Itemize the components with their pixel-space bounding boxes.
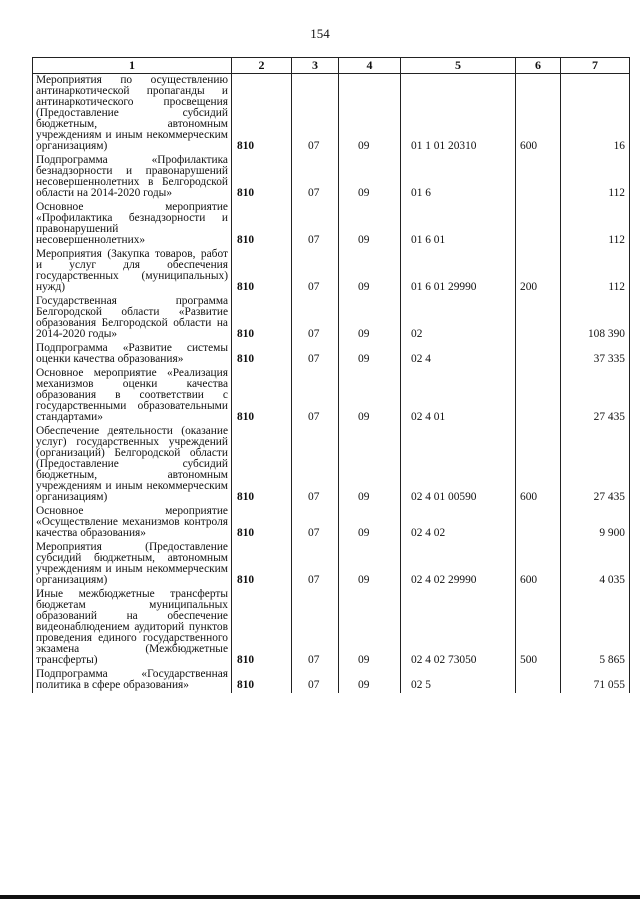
row-section-code: 07 [292, 74, 339, 155]
row-target-article: 02 4 01 [401, 367, 516, 425]
header-row [33, 58, 630, 74]
row-ministry-code: 810 [232, 295, 292, 342]
row-amount: 112 [561, 201, 630, 248]
row-subsection-code: 09 [339, 588, 401, 668]
header-col-1: 1 [33, 58, 232, 74]
header-col-4: 4 [339, 58, 401, 74]
row-ministry-code: 810 [232, 154, 292, 201]
row-ministry-code: 810 [232, 668, 292, 693]
row-section-code: 07 [292, 425, 339, 505]
row-target-article: 01 6 01 [401, 201, 516, 248]
table-row [33, 668, 630, 693]
row-target-article: 01 6 01 29990 [401, 248, 516, 295]
row-section-code: 07 [292, 295, 339, 342]
row-amount: 37 335 [561, 342, 630, 367]
row-name: Основное мероприятие «Осуществление механизмов контроля качества образования» [33, 505, 232, 541]
row-name: Подпрограмма «Развитие системы оценки качества образования» [33, 342, 232, 367]
table-row [33, 74, 630, 155]
row-amount: 5 865 [561, 588, 630, 668]
row-subsection-code: 09 [339, 425, 401, 505]
row-expense-type [516, 505, 561, 541]
table-row [33, 154, 630, 201]
row-name: Иные межбюджетные трансферты бюджетам муниципальных образований на обеспечение видеонаблюдением аудиторий пунктов проведения единого государственного экзамена (Межбюджетные трансферты) [33, 588, 232, 668]
row-amount: 4 035 [561, 541, 630, 588]
row-expense-type [516, 342, 561, 367]
row-expense-type: 500 [516, 588, 561, 668]
row-name: Обеспечение деятельности (оказание услуг) государственных учреждений (организаций) Белгородской области (Предоставление субсидий бюджетным, автономным учреждениям и иным некоммерческим организациям) [33, 425, 232, 505]
row-target-article: 02 [401, 295, 516, 342]
row-section-code: 07 [292, 588, 339, 668]
row-target-article: 02 4 [401, 342, 516, 367]
row-name: Мероприятия (Закупка товаров, работ и услуг для обеспечения государственных (муниципальных) нужд) [33, 248, 232, 295]
row-subsection-code: 09 [339, 505, 401, 541]
row-subsection-code: 09 [339, 201, 401, 248]
header-col-6: 6 [516, 58, 561, 74]
row-section-code: 07 [292, 367, 339, 425]
row-name: Государственная программа Белгородской области «Развитие образования Белгородской области на 2014-2020 годы» [33, 295, 232, 342]
row-subsection-code: 09 [339, 342, 401, 367]
scan-edge-line [0, 895, 640, 899]
row-amount: 112 [561, 248, 630, 295]
row-section-code: 07 [292, 201, 339, 248]
row-section-code: 07 [292, 668, 339, 693]
row-expense-type [516, 367, 561, 425]
row-target-article: 02 4 02 [401, 505, 516, 541]
row-ministry-code: 810 [232, 248, 292, 295]
row-subsection-code: 09 [339, 367, 401, 425]
row-subsection-code: 09 [339, 668, 401, 693]
row-amount: 27 435 [561, 425, 630, 505]
row-ministry-code: 810 [232, 74, 292, 155]
row-section-code: 07 [292, 505, 339, 541]
row-target-article: 02 4 02 73050 [401, 588, 516, 668]
table-row [33, 342, 630, 367]
row-expense-type: 200 [516, 248, 561, 295]
row-target-article: 01 1 01 20310 [401, 74, 516, 155]
header-col-5: 5 [401, 58, 516, 74]
table-row [33, 201, 630, 248]
row-ministry-code: 810 [232, 588, 292, 668]
table-row [33, 541, 630, 588]
row-section-code: 07 [292, 248, 339, 295]
row-name: Основное мероприятие «Реализация механизмов оценки качества образования в соответствии с государственными образовательными стандартами» [33, 367, 232, 425]
row-expense-type: 600 [516, 74, 561, 155]
row-subsection-code: 09 [339, 74, 401, 155]
row-section-code: 07 [292, 154, 339, 201]
row-section-code: 07 [292, 541, 339, 588]
row-ministry-code: 810 [232, 367, 292, 425]
row-ministry-code: 810 [232, 541, 292, 588]
row-ministry-code: 810 [232, 425, 292, 505]
row-amount: 71 055 [561, 668, 630, 693]
row-expense-type [516, 295, 561, 342]
row-ministry-code: 810 [232, 505, 292, 541]
row-expense-type [516, 154, 561, 201]
row-name: Подпрограмма «Государственная политика в сфере образования» [33, 668, 232, 693]
row-ministry-code: 810 [232, 201, 292, 248]
table-row [33, 295, 630, 342]
row-subsection-code: 09 [339, 248, 401, 295]
row-name: Мероприятия по осуществлению антинаркотической пропаганды и антинаркотического просвещения (Предоставление субсидий бюджетным, автономным учреждениям и иным некоммерческим организациям) [33, 74, 232, 155]
row-expense-type [516, 201, 561, 248]
row-target-article: 02 5 [401, 668, 516, 693]
row-name: Подпрограмма «Профилактика безнадзорности и правонарушений несовершеннолетних в Белгородской области на 2014-2020 годы» [33, 154, 232, 201]
row-amount: 16 [561, 74, 630, 155]
table-row [33, 248, 630, 295]
row-target-article: 02 4 01 00590 [401, 425, 516, 505]
page-number: 154 [310, 26, 330, 41]
row-expense-type: 600 [516, 541, 561, 588]
table-row [33, 425, 630, 505]
row-subsection-code: 09 [339, 295, 401, 342]
row-section-code: 07 [292, 342, 339, 367]
row-subsection-code: 09 [339, 154, 401, 201]
row-expense-type: 600 [516, 425, 561, 505]
row-target-article: 01 6 [401, 154, 516, 201]
row-name: Основное мероприятие «Профилактика безнадзорности и правонарушений несовершеннолетних» [33, 201, 232, 248]
header-col-7: 7 [561, 58, 630, 74]
row-amount: 112 [561, 154, 630, 201]
row-ministry-code: 810 [232, 342, 292, 367]
table-row [33, 367, 630, 425]
budget-table [32, 57, 630, 693]
header-col-3: 3 [292, 58, 339, 74]
row-subsection-code: 09 [339, 541, 401, 588]
row-name: Мероприятия (Предоставление субсидий бюджетным, автономным учреждениям и иным некоммерческим организациям) [33, 541, 232, 588]
header-col-2: 2 [232, 58, 292, 74]
table-row [33, 588, 630, 668]
row-expense-type [516, 668, 561, 693]
row-amount: 9 900 [561, 505, 630, 541]
row-amount: 108 390 [561, 295, 630, 342]
row-amount: 27 435 [561, 367, 630, 425]
row-target-article: 02 4 02 29990 [401, 541, 516, 588]
table-row [33, 505, 630, 541]
